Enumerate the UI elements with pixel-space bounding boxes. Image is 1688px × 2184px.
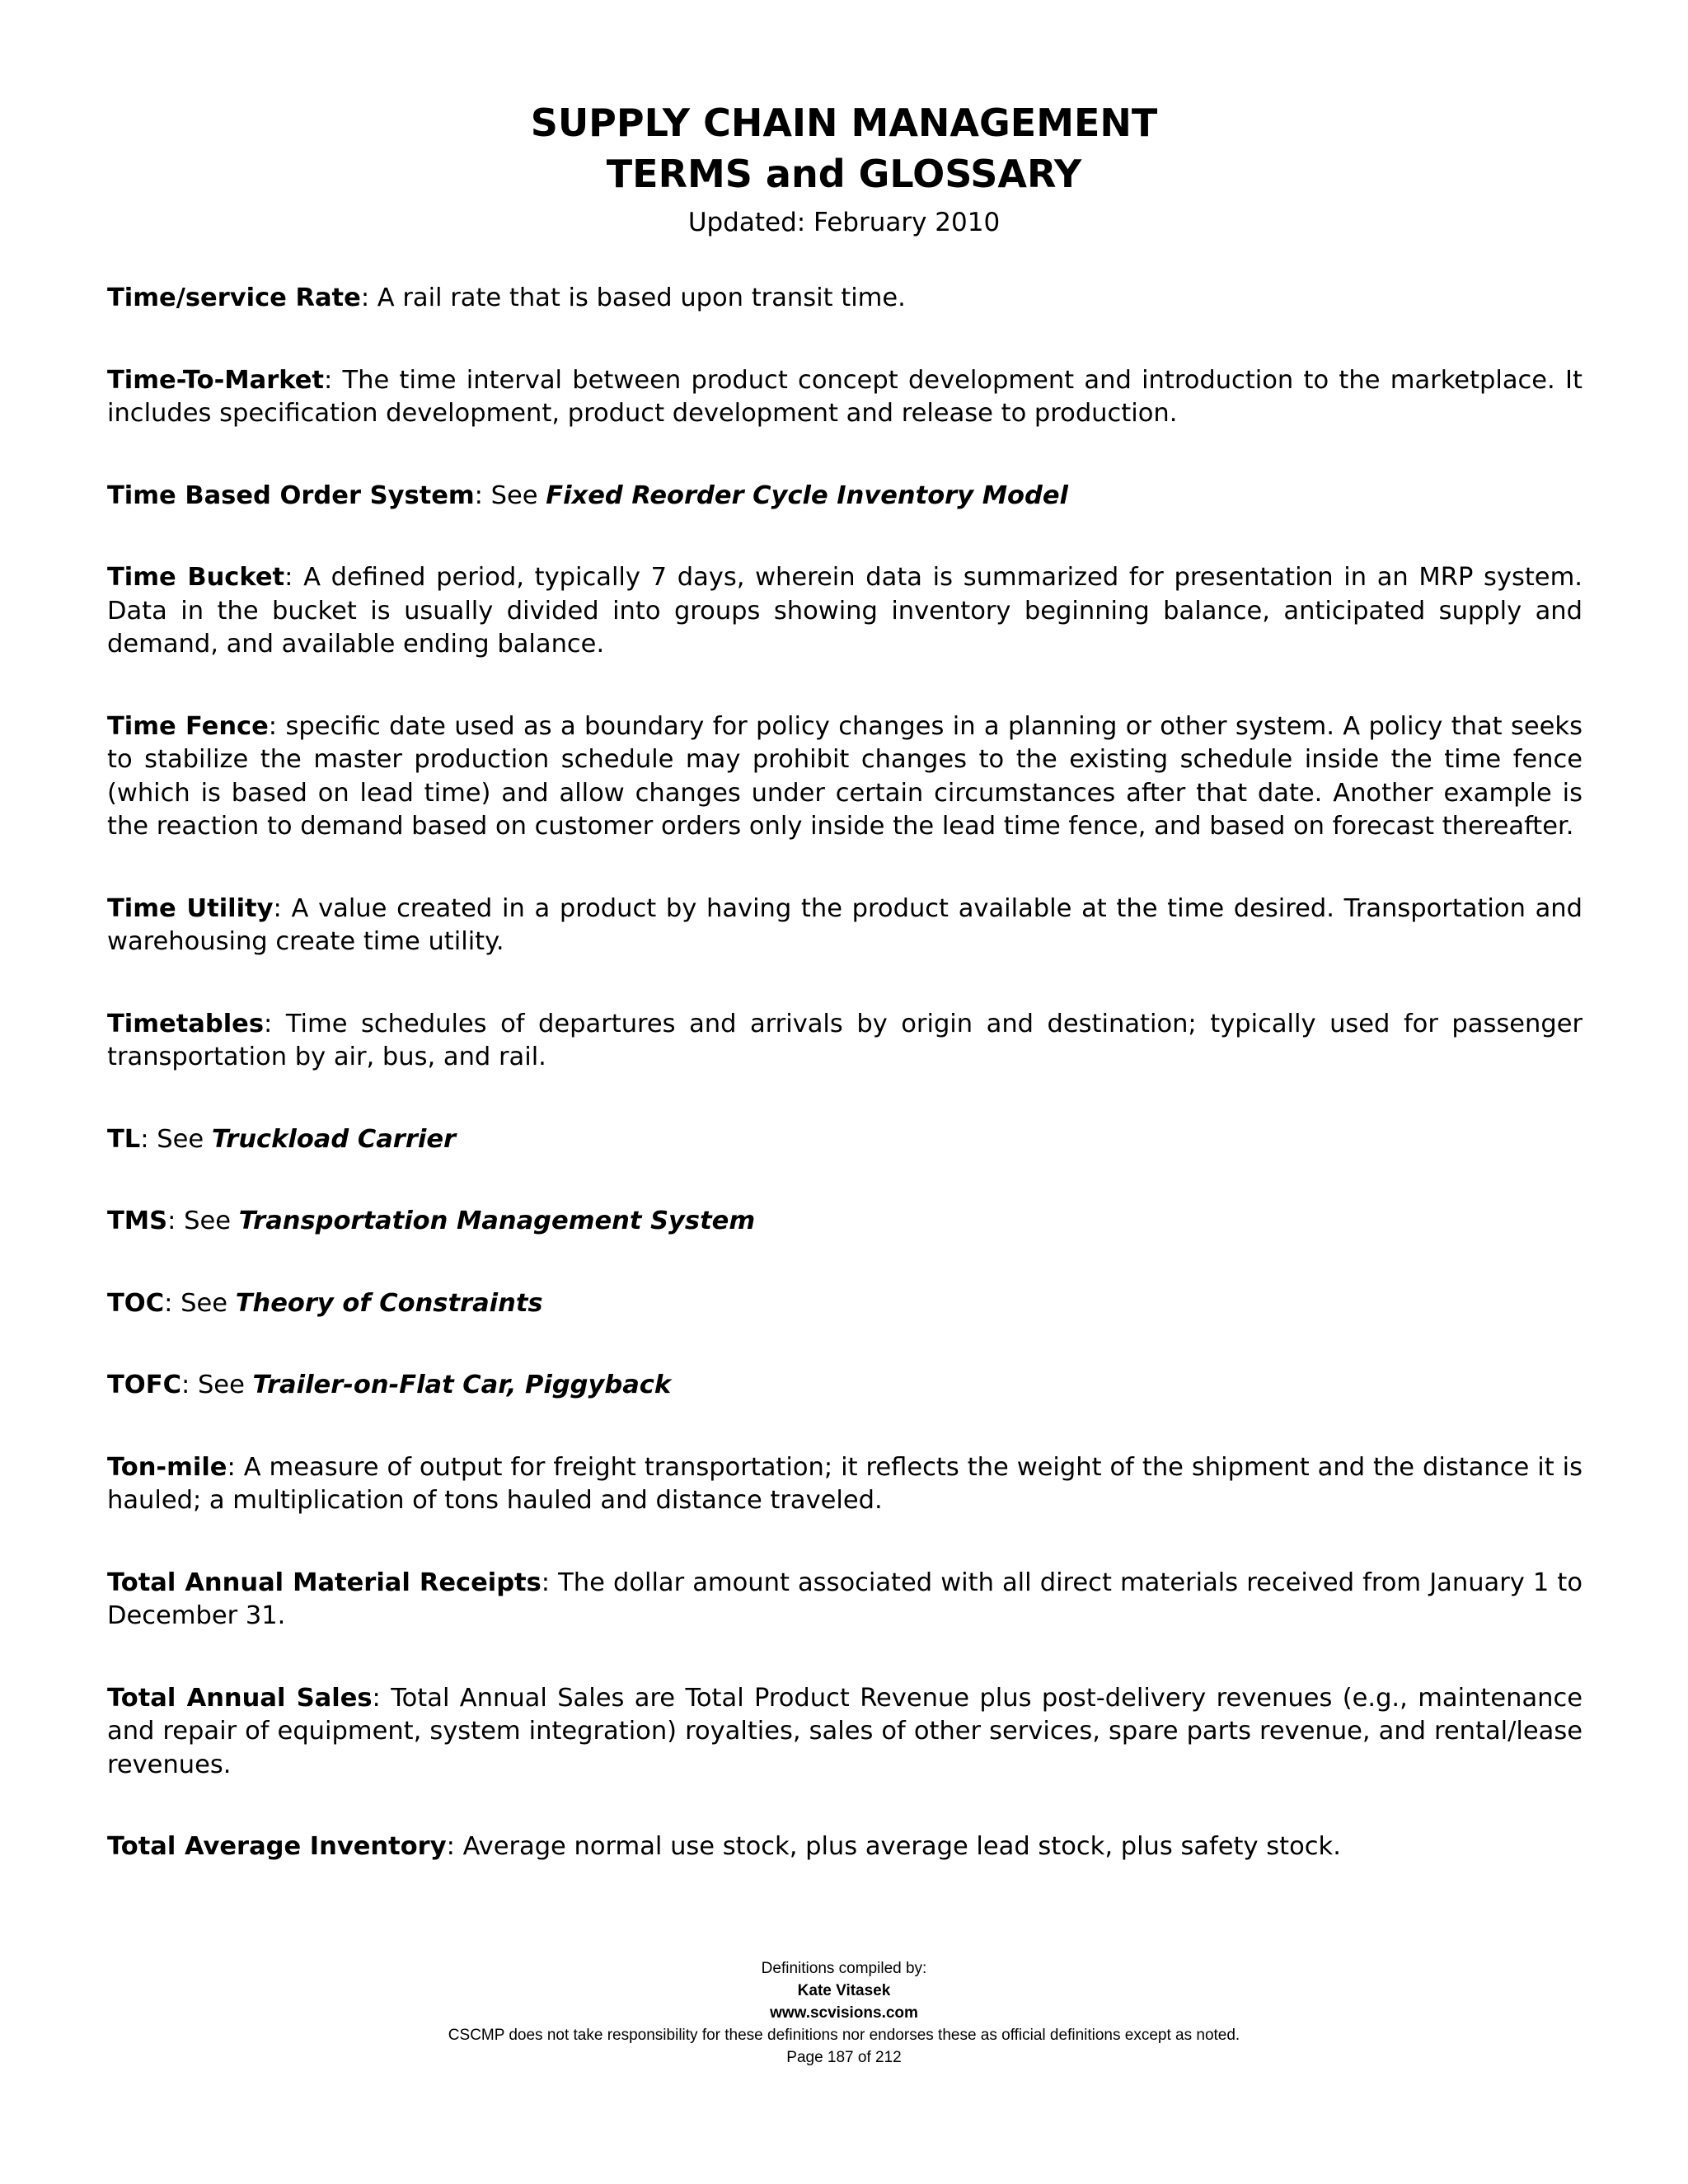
entry-term: Total Annual Sales <box>107 1683 373 1713</box>
entry-term: Total Annual Material Receipts <box>107 1568 542 1597</box>
entry-definition: See <box>157 1124 212 1154</box>
entry-see-reference: Trailer-on-Flat Car, Piggyback <box>252 1371 672 1399</box>
glossary-entry <box>107 1451 1582 1518</box>
entry-see-reference: Theory of Constraints <box>235 1288 543 1318</box>
entry-definition: The time interval between product concept development and introduction to the marketplace. It includes specification development, product development and release to production. <box>107 365 1582 428</box>
entry-separator: : <box>167 1207 185 1235</box>
glossary-entry <box>107 1287 1582 1321</box>
glossary-entries <box>107 282 1582 1913</box>
entry-definition: Average normal use stock, plus average lead stock, plus safety stock. <box>462 1832 1341 1861</box>
entry-definition: See <box>490 480 546 510</box>
entry-see-reference: Fixed Reorder Cycle Inventory Model <box>546 480 1068 510</box>
entry-separator: : <box>140 1124 157 1154</box>
glossary-entry <box>107 561 1582 662</box>
glossary-entry <box>107 1369 1582 1403</box>
entry-term: Ton-mile <box>107 1452 227 1482</box>
glossary-entry <box>107 1830 1582 1864</box>
entry-term: Time Utility <box>107 893 274 923</box>
entry-separator: : <box>323 365 343 395</box>
entry-separator: : <box>268 711 286 741</box>
footer-disclaimer: CSCMP does not take responsibility for these definitions nor endorses these as official definitions except as noted. <box>448 2027 1240 2044</box>
glossary-entry <box>107 893 1582 959</box>
entry-definition: A measure of output for freight transportation; it reflects the weight of the shipment and the distance it is hauled; a multiplication of tons hauled and distance traveled. <box>107 1452 1582 1515</box>
entry-term: TL <box>107 1124 141 1154</box>
entry-definition: specific date used as a boundary for policy changes in a planning or other system. A policy that seeks to stabilize the master production schedule may prohibit changes to the existing schedule inside the time fence (which is based on lead time) and allow changes under certain circumstances after that date. Another example is the reaction to demand based on customer orders only inside the lead time fence, and based on forecast thereafter. <box>107 711 1582 841</box>
glossary-entry <box>107 282 1582 316</box>
entry-definition: The dollar amount associated with all direct materials received from January 1 to December 31. <box>107 1568 1582 1630</box>
entry-see-reference: Truckload Carrier <box>211 1124 457 1154</box>
entry-term: TOC <box>107 1288 165 1318</box>
entry-definition: A value created in a product by having the product available at the time desired. Transportation and warehousing create time utility. <box>107 893 1582 956</box>
entry-separator: : <box>181 1371 198 1399</box>
entry-separator: : <box>446 1832 463 1861</box>
glossary-entry <box>107 1682 1582 1783</box>
entry-term: Time-To-Market <box>107 365 324 395</box>
updated-date: Updated: February 2010 <box>687 208 1001 237</box>
entry-definition: See <box>184 1207 239 1235</box>
glossary-entry <box>107 1567 1582 1633</box>
footer-compiled-by: Definitions compiled by: <box>761 1960 927 1977</box>
entry-separator: : <box>264 1009 286 1038</box>
page-footer <box>0 1957 1688 2069</box>
entry-definition: See <box>181 1288 236 1318</box>
footer-website: www.scvisions.com <box>770 2004 918 2022</box>
glossary-entry <box>107 1123 1582 1157</box>
glossary-entry <box>107 1008 1582 1075</box>
entry-see-reference: Transportation Management System <box>238 1207 756 1235</box>
entry-separator: : <box>284 563 304 592</box>
glossary-entry <box>107 480 1582 513</box>
entry-separator: : <box>164 1288 181 1318</box>
entry-separator: : <box>360 284 377 312</box>
entry-term: Time Bucket <box>107 563 285 592</box>
entry-separator: : <box>541 1568 559 1597</box>
entry-term: Timetables <box>107 1009 265 1038</box>
entry-definition: Total Annual Sales are Total Product Revenue plus post-delivery revenues (e.g., maintenance and repair of equipment, system integration) royalties, sales of other services, spare parts revenue, and rental/lease revenues. <box>107 1683 1583 1779</box>
entry-separator: : <box>474 480 491 510</box>
entry-separator: : <box>372 1683 392 1713</box>
page-header <box>0 97 1688 242</box>
document-title-line-2: TERMS and GLOSSARY <box>606 152 1082 196</box>
entry-separator: : <box>273 893 292 923</box>
footer-author: Kate Vitasek <box>797 1982 891 1999</box>
entry-definition: A rail rate that is based upon transit time. <box>377 284 906 312</box>
entry-term: Time Based Order System <box>107 480 475 510</box>
entry-term: Time Fence <box>107 711 269 741</box>
entry-term: Time/service Rate <box>107 284 361 312</box>
document-title-line-1: SUPPLY CHAIN MANAGEMENT <box>530 101 1158 145</box>
entry-separator: : <box>227 1452 244 1482</box>
entry-term: TMS <box>107 1207 168 1235</box>
glossary-entry <box>107 710 1582 844</box>
entry-definition: See <box>197 1371 253 1399</box>
glossary-entry <box>107 1205 1582 1239</box>
entry-term: TOFC <box>107 1371 181 1399</box>
footer-page-number: Page 187 of 212 <box>786 2049 902 2066</box>
entry-definition: Time schedules of departures and arrivals by origin and destination; typically used for passenger transportation by air, bus, and rail. <box>107 1009 1582 1071</box>
entry-term: Total Average Inventory <box>107 1832 447 1861</box>
entry-definition: A defined period, typically 7 days, wherein data is summarized for presentation in an MRP system. Data in the bucket is usually divided into groups showing inventory beginning balance, anticipated supply and demand, and available ending balance. <box>107 563 1582 658</box>
glossary-entry <box>107 364 1582 431</box>
